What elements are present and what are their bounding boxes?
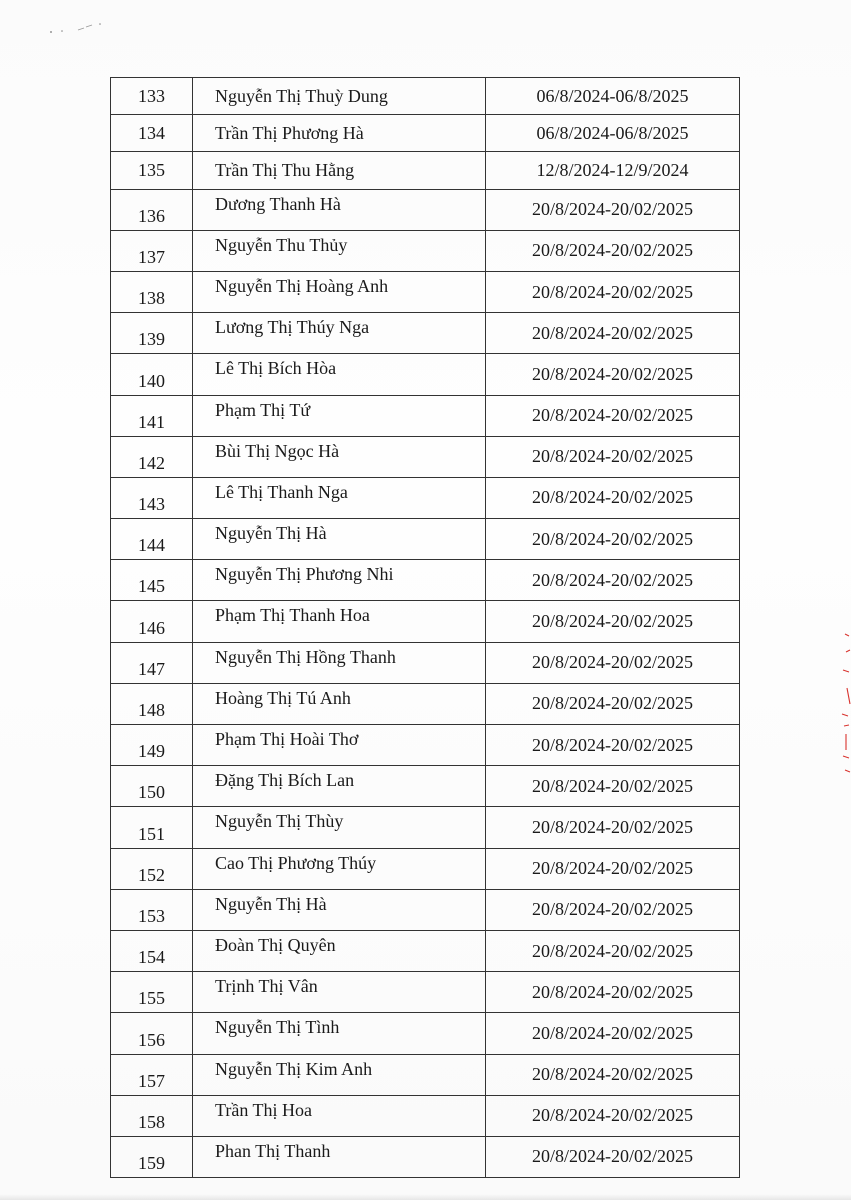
table-row [111, 683, 740, 724]
date-period: 20/8/2024-20/02/2025 [486, 1013, 740, 1054]
person-name: Nguyễn Thị Hà [193, 889, 486, 930]
date-period: 20/8/2024-20/02/2025 [486, 519, 740, 560]
row-number: 158 [111, 1095, 193, 1136]
person-name: Lê Thị Bích Hòa [193, 354, 486, 395]
row-number: 149 [111, 725, 193, 766]
person-name: Đặng Thị Bích Lan [193, 766, 486, 807]
person-name: Nguyễn Thị Thuỳ Dung [193, 78, 486, 115]
table-row [111, 152, 740, 189]
date-period: 20/8/2024-20/02/2025 [486, 477, 740, 518]
table-row [111, 1136, 740, 1177]
row-number: 141 [111, 395, 193, 436]
table-row [111, 725, 740, 766]
table-row [111, 1095, 740, 1136]
table-row [111, 519, 740, 560]
date-period: 20/8/2024-20/02/2025 [486, 766, 740, 807]
row-number: 153 [111, 889, 193, 930]
row-number: 143 [111, 477, 193, 518]
scan-speck-mark [48, 22, 108, 36]
row-number: 137 [111, 230, 193, 271]
table-row [111, 930, 740, 971]
person-name: Nguyễn Thị Thùy [193, 807, 486, 848]
date-period: 20/8/2024-20/02/2025 [486, 1054, 740, 1095]
table-row [111, 972, 740, 1013]
row-number: 138 [111, 271, 193, 312]
date-period: 20/8/2024-20/02/2025 [486, 189, 740, 230]
table-row [111, 642, 740, 683]
date-period: 20/8/2024-20/02/2025 [486, 930, 740, 971]
roster-table [110, 77, 740, 1178]
table-row [111, 395, 740, 436]
date-period: 20/8/2024-20/02/2025 [486, 683, 740, 724]
table-row [111, 78, 740, 115]
row-number: 136 [111, 189, 193, 230]
roster-body [111, 78, 740, 1178]
person-name: Phạm Thị Tứ [193, 395, 486, 436]
row-number: 159 [111, 1136, 193, 1177]
table-row [111, 1013, 740, 1054]
person-name: Trần Thị Phương Hà [193, 115, 486, 152]
date-period: 20/8/2024-20/02/2025 [486, 313, 740, 354]
person-name: Lương Thị Thúy Nga [193, 313, 486, 354]
row-number: 148 [111, 683, 193, 724]
person-name: Cao Thị Phương Thúy [193, 848, 486, 889]
person-name: Hoàng Thị Tú Anh [193, 683, 486, 724]
table-row [111, 477, 740, 518]
red-stamp-edge [837, 630, 851, 780]
row-number: 151 [111, 807, 193, 848]
date-period: 06/8/2024-06/8/2025 [486, 78, 740, 115]
person-name: Nguyễn Thị Phương Nhi [193, 560, 486, 601]
row-number: 147 [111, 642, 193, 683]
table-row [111, 313, 740, 354]
person-name: Nguyễn Thị Tình [193, 1013, 486, 1054]
row-number: 157 [111, 1054, 193, 1095]
date-period: 20/8/2024-20/02/2025 [486, 972, 740, 1013]
row-number: 144 [111, 519, 193, 560]
row-number: 134 [111, 115, 193, 152]
date-period: 20/8/2024-20/02/2025 [486, 807, 740, 848]
date-period: 12/8/2024-12/9/2024 [486, 152, 740, 189]
date-period: 06/8/2024-06/8/2025 [486, 115, 740, 152]
row-number: 152 [111, 848, 193, 889]
row-number: 135 [111, 152, 193, 189]
table-row [111, 271, 740, 312]
row-number: 150 [111, 766, 193, 807]
date-period: 20/8/2024-20/02/2025 [486, 560, 740, 601]
date-period: 20/8/2024-20/02/2025 [486, 436, 740, 477]
date-period: 20/8/2024-20/02/2025 [486, 889, 740, 930]
date-period: 20/8/2024-20/02/2025 [486, 354, 740, 395]
person-name: Trần Thị Hoa [193, 1095, 486, 1136]
person-name: Nguyễn Thu Thủy [193, 230, 486, 271]
table-row [111, 601, 740, 642]
row-number: 142 [111, 436, 193, 477]
person-name: Phạm Thị Thanh Hoa [193, 601, 486, 642]
row-number: 156 [111, 1013, 193, 1054]
row-number: 145 [111, 560, 193, 601]
date-period: 20/8/2024-20/02/2025 [486, 395, 740, 436]
date-period: 20/8/2024-20/02/2025 [486, 848, 740, 889]
person-name: Nguyễn Thị Hồng Thanh [193, 642, 486, 683]
table-row [111, 354, 740, 395]
person-name: Phan Thị Thanh [193, 1136, 486, 1177]
person-name: Lê Thị Thanh Nga [193, 477, 486, 518]
person-name: Nguyễn Thị Kim Anh [193, 1054, 486, 1095]
table-row [111, 1054, 740, 1095]
table-row [111, 189, 740, 230]
person-name: Trần Thị Thu Hằng [193, 152, 486, 189]
row-number: 155 [111, 972, 193, 1013]
scan-bottom-shade [0, 1194, 851, 1200]
person-name: Nguyễn Thị Hoàng Anh [193, 271, 486, 312]
date-period: 20/8/2024-20/02/2025 [486, 725, 740, 766]
person-name: Đoàn Thị Quyên [193, 930, 486, 971]
date-period: 20/8/2024-20/02/2025 [486, 1095, 740, 1136]
date-period: 20/8/2024-20/02/2025 [486, 642, 740, 683]
table-row [111, 766, 740, 807]
table-row [111, 230, 740, 271]
date-period: 20/8/2024-20/02/2025 [486, 271, 740, 312]
person-name: Nguyễn Thị Hà [193, 519, 486, 560]
table-row [111, 848, 740, 889]
table-row [111, 889, 740, 930]
date-period: 20/8/2024-20/02/2025 [486, 601, 740, 642]
table-row [111, 436, 740, 477]
row-number: 133 [111, 78, 193, 115]
row-number: 146 [111, 601, 193, 642]
table-row [111, 807, 740, 848]
person-name: Trịnh Thị Vân [193, 972, 486, 1013]
date-period: 20/8/2024-20/02/2025 [486, 1136, 740, 1177]
table-row [111, 115, 740, 152]
date-period: 20/8/2024-20/02/2025 [486, 230, 740, 271]
row-number: 140 [111, 354, 193, 395]
person-name: Dương Thanh Hà [193, 189, 486, 230]
table-row [111, 560, 740, 601]
row-number: 154 [111, 930, 193, 971]
person-name: Bùi Thị Ngọc Hà [193, 436, 486, 477]
person-name: Phạm Thị Hoài Thơ [193, 725, 486, 766]
row-number: 139 [111, 313, 193, 354]
